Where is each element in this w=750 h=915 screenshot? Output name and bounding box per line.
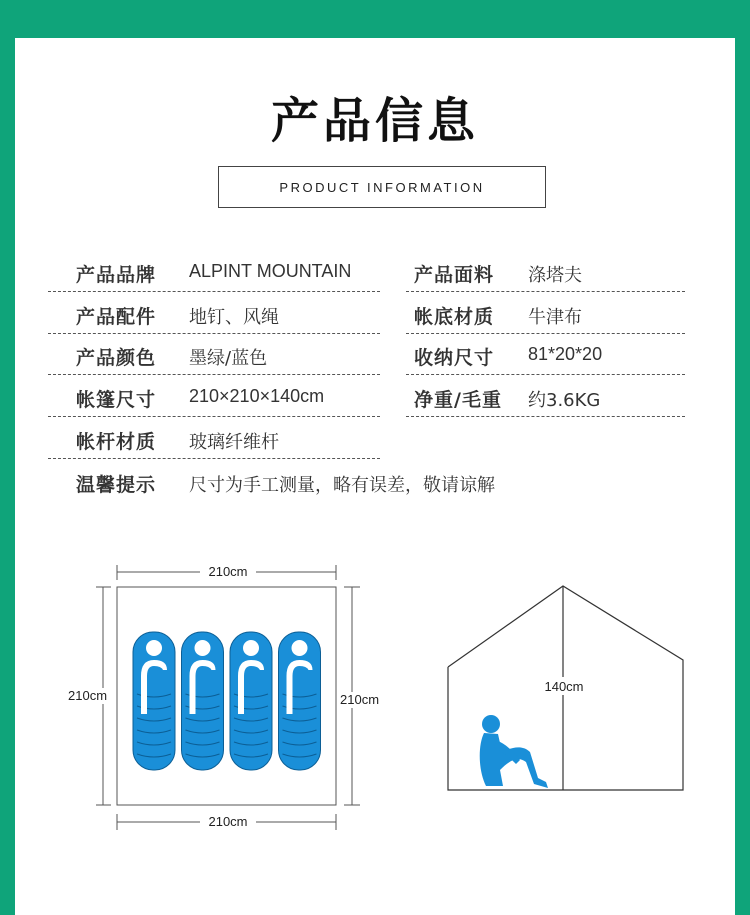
sleeping-bag — [279, 632, 321, 770]
spec-key: 帐底材质 — [414, 306, 495, 328]
spec-value: 81*20*20 — [528, 344, 603, 364]
spec-key: 产品面料 — [414, 264, 495, 286]
spec-value: 210×210×140cm — [189, 386, 325, 406]
spec-key: 产品品牌 — [76, 264, 157, 286]
sleeping-bag — [182, 632, 224, 770]
seated-person-figure — [480, 715, 548, 788]
spec-key: 帐杆材质 — [76, 431, 157, 453]
note-value: 尺寸为手工测量，略有误差，敬请谅解 — [189, 475, 495, 496]
spec-key: 帐篷尺寸 — [76, 389, 157, 411]
floor-top-label: 210cm — [208, 564, 248, 579]
floor-right-label: 210cm — [340, 692, 380, 707]
floor-bottom-label: 210cm — [208, 814, 248, 829]
spec-key: 产品颜色 — [76, 347, 157, 369]
subtitle-text: PRODUCT INFORMATION — [279, 179, 485, 195]
height-label: 140cm — [544, 679, 584, 694]
note-key: 温馨提示 — [76, 474, 157, 496]
spec-value: 涤塔夫 — [528, 265, 582, 286]
sleeping-bag — [230, 632, 272, 770]
spec-key: 产品配件 — [76, 306, 157, 328]
spec-value: 地钉、风绳 — [189, 307, 279, 328]
spec-value: 牛津布 — [528, 307, 582, 328]
floor-left-label: 210cm — [68, 688, 108, 703]
spec-value: 玻璃纤维杆 — [189, 432, 279, 453]
spec-value: 约3.6KG — [528, 390, 601, 411]
sleeping-bags — [133, 632, 321, 770]
spec-key: 净重/毛重 — [414, 389, 502, 411]
sleeping-bag — [133, 632, 175, 770]
spec-value: ALPINT MOUNTAIN — [189, 261, 352, 281]
spec-key: 收纳尺寸 — [414, 347, 495, 369]
spec-value: 墨绿/蓝色 — [189, 348, 268, 369]
page-title: 产品信息 — [270, 93, 479, 149]
